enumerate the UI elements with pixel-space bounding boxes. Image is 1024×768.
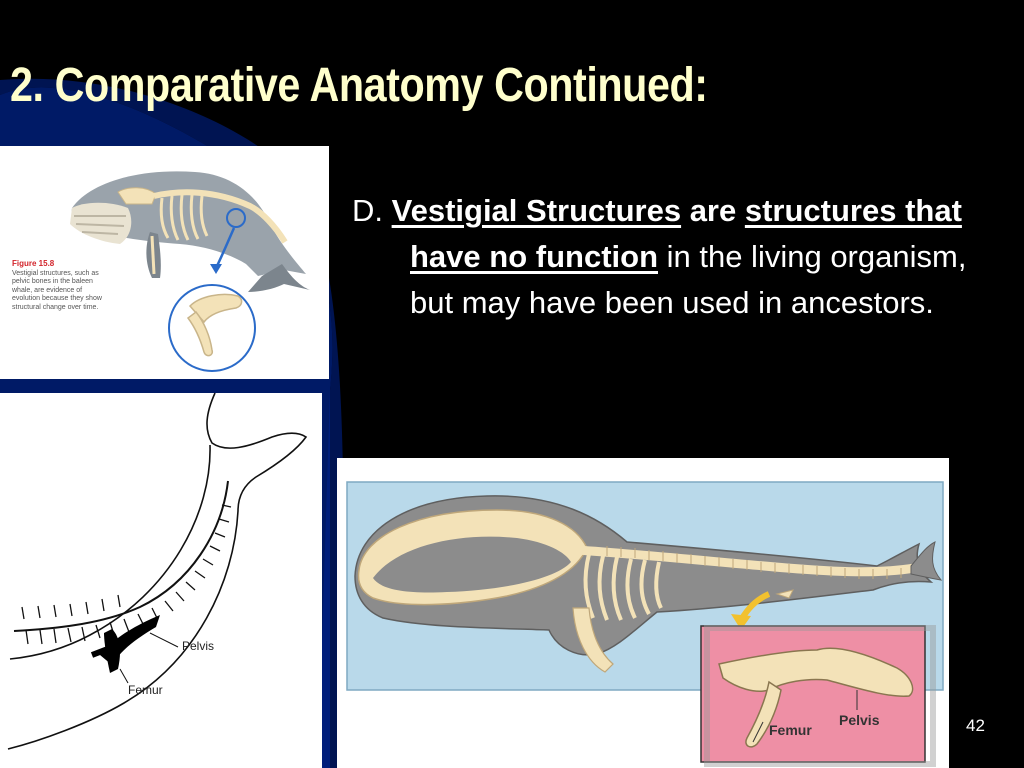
term-vestigial-structures: Vestigial Structures bbox=[391, 193, 682, 228]
figure-caption-title: Figure 15.8 bbox=[12, 259, 55, 268]
whale-textbook-figure bbox=[0, 146, 329, 379]
whale-outline-illustration bbox=[0, 393, 322, 768]
definition-rest: in the living organism, but may have been used in ancestors. bbox=[410, 239, 967, 320]
figure-caption bbox=[12, 260, 104, 313]
label-pelvis-bottom: Pelvis bbox=[839, 712, 880, 728]
label-pelvis-left: Pelvis bbox=[182, 639, 215, 653]
bullet-label: D. bbox=[352, 193, 392, 228]
whale-line-drawing bbox=[0, 393, 322, 768]
definition-paragraph bbox=[352, 188, 982, 326]
whale-skeleton-diagram bbox=[337, 458, 949, 768]
figure-caption-text: Vestigial structures, such as pelvic bones in the baleen whale, are evidence of evolution because they show structural change over time. bbox=[12, 269, 102, 311]
slide-title: 2. Comparative Anatomy Continued: bbox=[10, 59, 708, 112]
label-femur-left: Femur bbox=[128, 683, 163, 697]
label-femur-bottom: Femur bbox=[769, 722, 812, 738]
page-number: 42 bbox=[966, 716, 985, 735]
definition-no-function: structures that have no function bbox=[410, 193, 962, 274]
slide-body bbox=[352, 188, 982, 326]
whale-spine bbox=[14, 481, 231, 644]
connector-are: are bbox=[681, 193, 745, 228]
